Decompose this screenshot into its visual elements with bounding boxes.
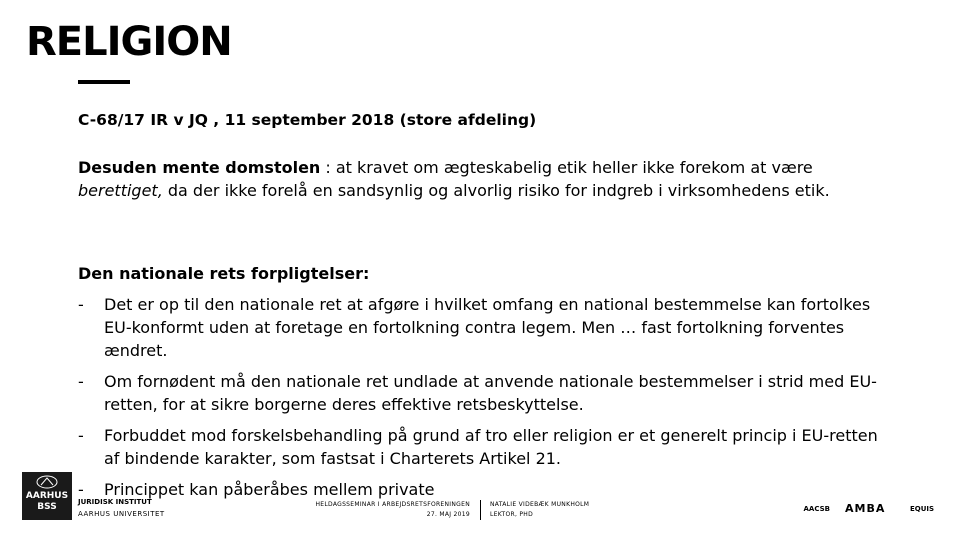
paragraph-text-1: : at kravet om ægteskabelig etik heller ikke forekom at være — [320, 158, 813, 177]
paragraph-bold-lead: Desuden mente domstolen — [78, 158, 321, 177]
paragraph-italic: berettiget, — [78, 181, 163, 200]
footer-divider — [480, 500, 481, 520]
bullet-text: Om fornødent må den nationale ret undlade at anvende nationale bestemmelser i strid med EU-retten, for at sikre borgerne deres effektive retsbeskyttelse. — [104, 372, 877, 414]
logo-text-aarhus: AARHUS — [25, 491, 69, 501]
bullet-dash: - — [78, 426, 84, 445]
amba-logo: AMBA — [845, 502, 886, 515]
list-item — [78, 293, 878, 362]
event-info — [300, 500, 470, 520]
list-item — [78, 370, 878, 416]
bullet-text: Princippet kan påberåbes mellem private — [104, 480, 435, 499]
university-seal-icon — [36, 475, 58, 489]
aarhus-bss-logo — [22, 472, 72, 520]
case-reference: C-68/17 IR v JQ , 11 september 2018 (store afdeling) — [78, 111, 537, 129]
slide-footer — [0, 470, 960, 540]
aacsb-logo: AACSB — [803, 505, 830, 513]
event-title: HELDAGSSEMINAR I ARBEJDSRETSFORENINGEN — [315, 501, 470, 508]
equis-logo: EQUIS — [910, 505, 935, 513]
slide-title: RELIGION — [26, 19, 232, 65]
university-name: AARHUS UNIVERSITET — [78, 510, 165, 518]
title-underline — [78, 80, 130, 84]
bullet-dash: - — [78, 480, 84, 499]
institute-name: JURIDISK INSTITUT — [78, 498, 152, 506]
list-item — [78, 424, 878, 470]
author-title: LEKTOR, PHD — [490, 511, 534, 518]
event-date: 27. MAJ 2019 — [426, 511, 470, 518]
bullet-text: Det er op til den nationale ret at afgøre i hvilket omfang en national bestemmelse kan fortolkes EU-konformt uden at foretage en fortolkning contra legem. Men … fast fortolkning forventes ændret. — [104, 295, 871, 360]
paragraph-text-2: da der ikke forelå en sandsynlig og alvorlig risiko for indgreb i virksomhedens etik. — [162, 181, 830, 200]
court-finding-paragraph — [78, 156, 878, 202]
logo-text-bss: BSS — [37, 502, 57, 512]
author-info — [490, 500, 589, 520]
bullet-text: Forbuddet mod forskelsbehandling på grund af tro eller religion er et generelt princip i EU-retten af bindende karakter, som fastsat i Charterets Artikel 21. — [104, 426, 878, 468]
author-name: NATALIE VIDEBÆK MUNKHOLM — [490, 501, 590, 508]
section-title: Den nationale rets forpligtelser: — [78, 264, 370, 283]
bullet-dash: - — [78, 372, 84, 391]
bullet-dash: - — [78, 295, 84, 314]
